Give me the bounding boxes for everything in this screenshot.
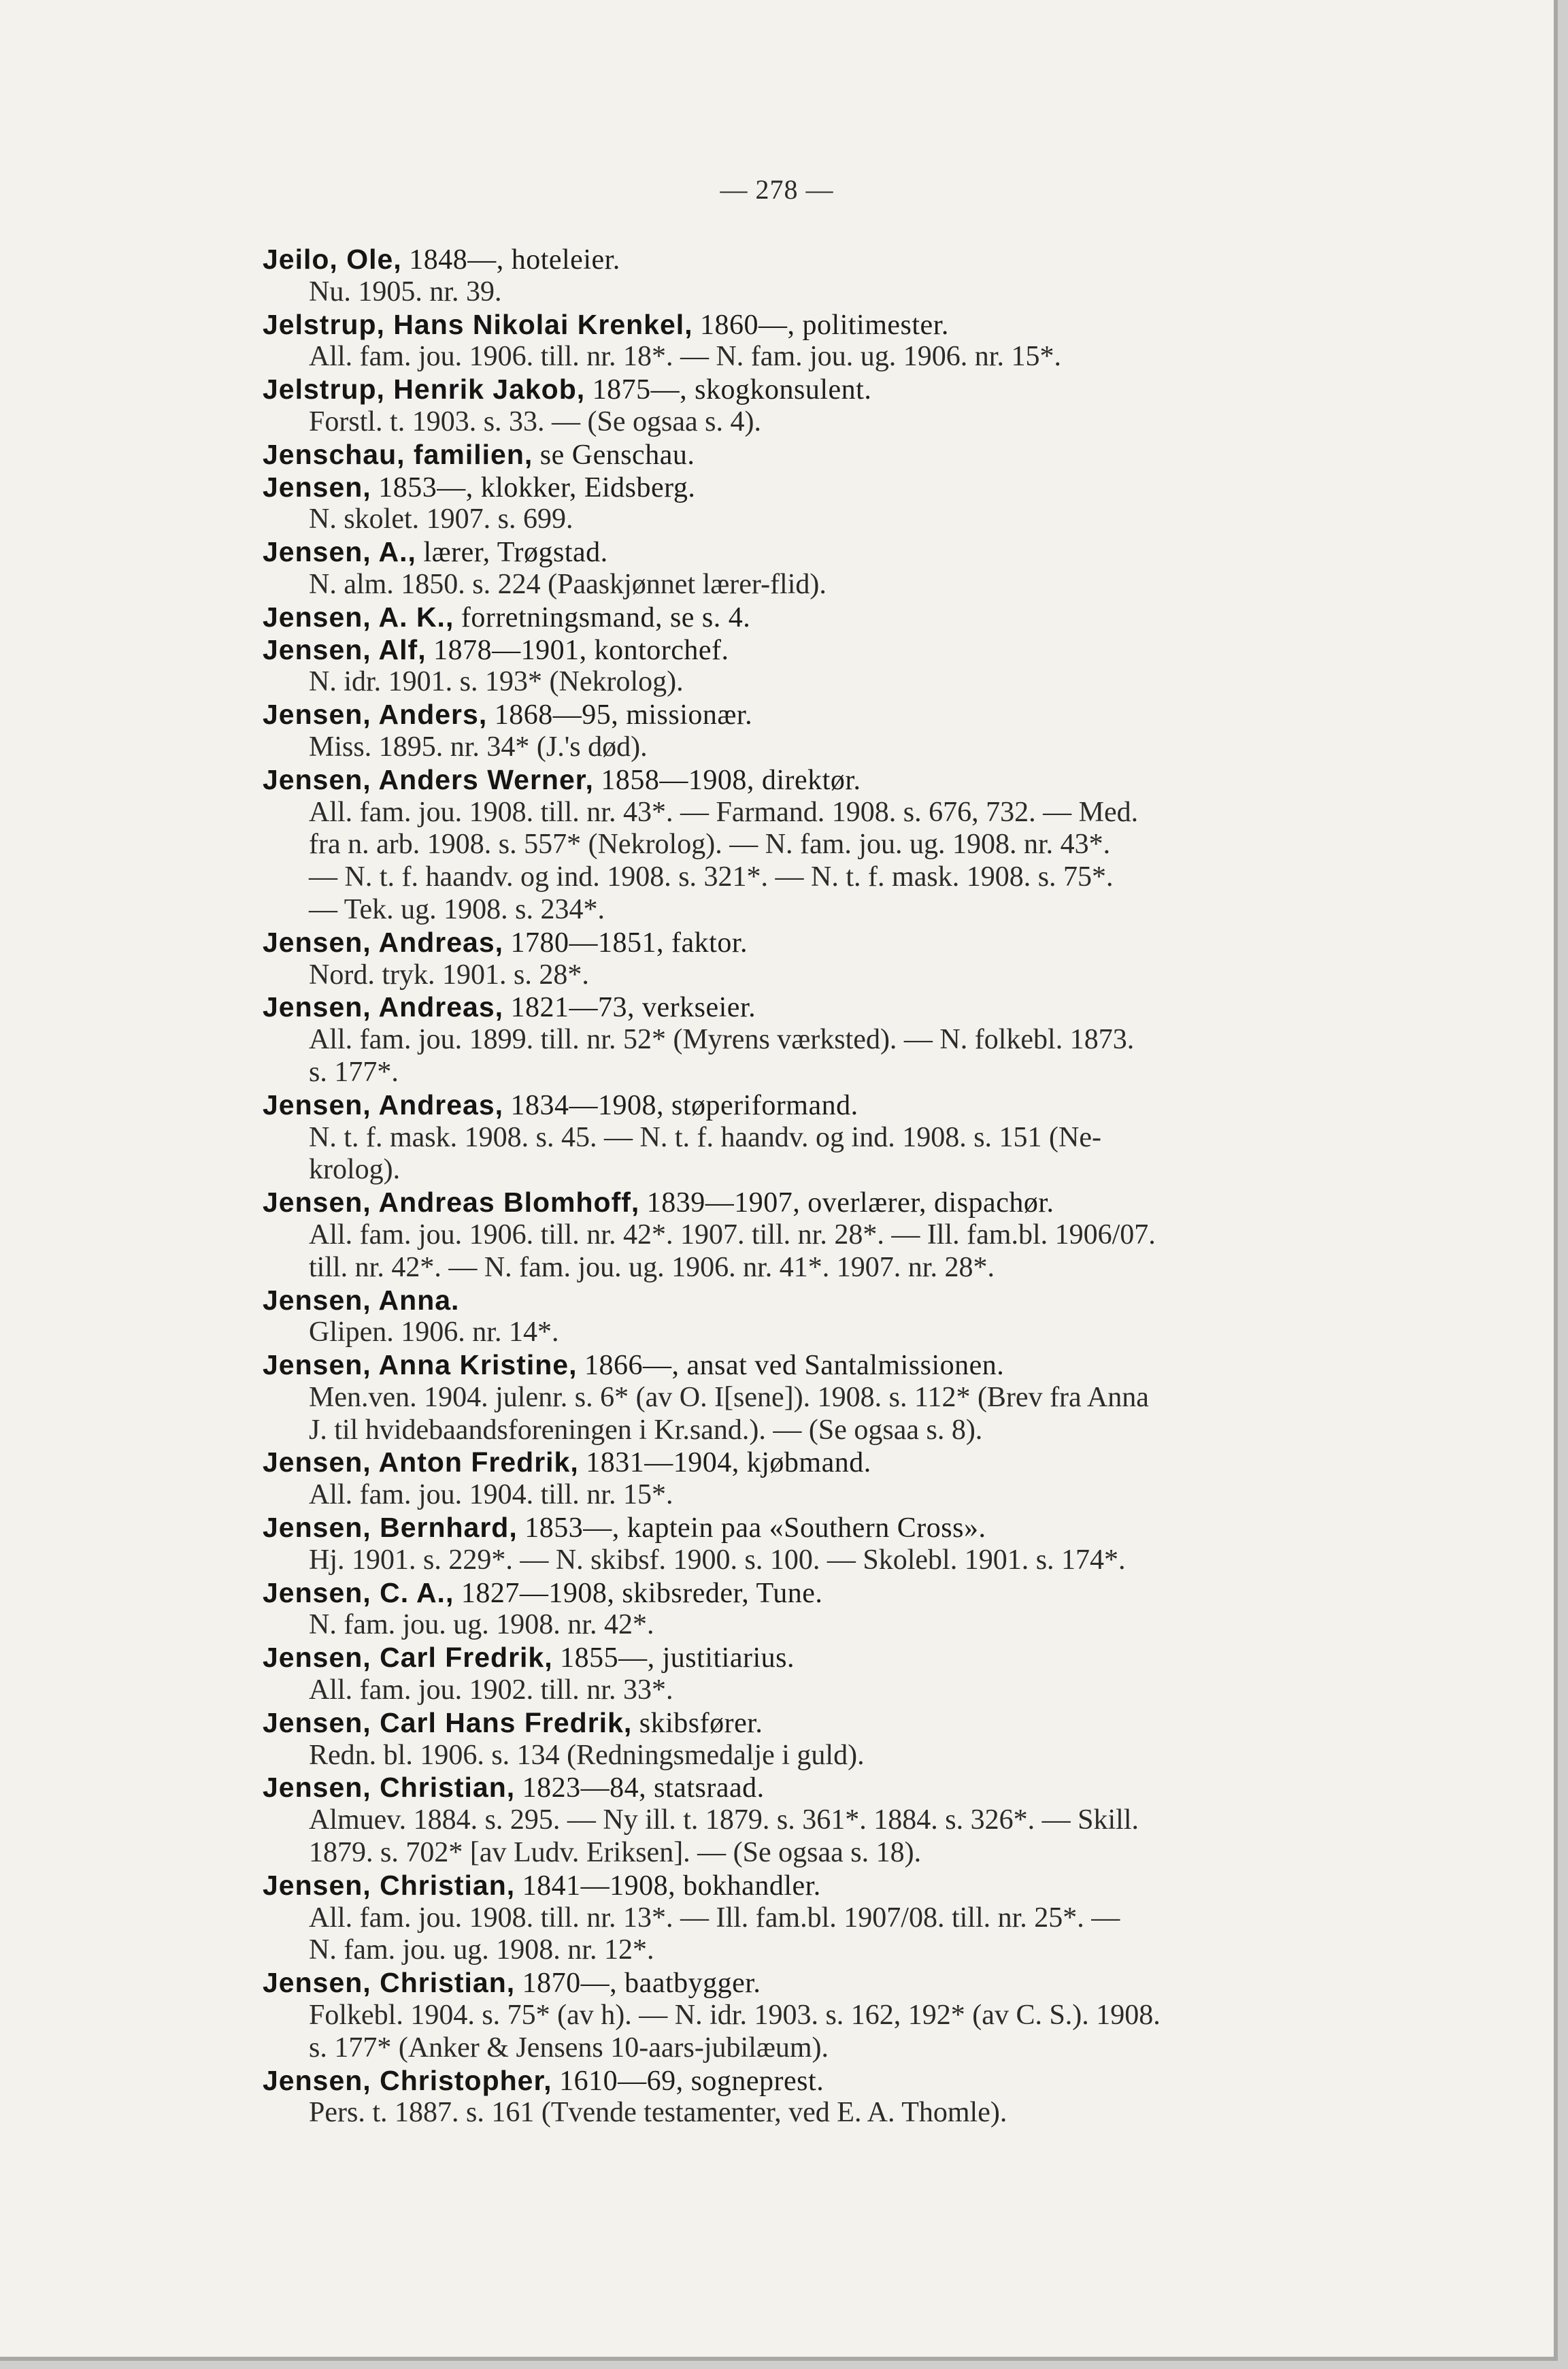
entry-name: Jensen, A. K.,	[263, 601, 454, 633]
entry-reference: Miss. 1895. nr. 34* (J.'s død).	[309, 731, 648, 763]
register-entry	[263, 1089, 1439, 1187]
entry-heading	[263, 601, 1439, 634]
register-entry	[263, 1349, 1439, 1446]
entry-name: Jensen, Alf,	[263, 633, 427, 665]
entry-name: Jensen, A.,	[263, 536, 416, 568]
register-entry	[263, 439, 1439, 471]
entry-description: 1875—, skogkonsulent.	[592, 374, 872, 406]
entry-name: Jensen, Anna Kristine,	[263, 1349, 578, 1381]
register-entry	[263, 536, 1439, 601]
register-entry	[263, 374, 1439, 439]
entry-description: skibsfører.	[639, 1707, 763, 1739]
entry-reference: Nu. 1905. nr. 39.	[309, 276, 502, 308]
register-entry	[263, 1446, 1439, 1512]
entry-name: Jensen, Christian,	[263, 1869, 516, 1901]
entry-reference: All. fam. jou. 1904. till. nr. 15*.	[309, 1479, 673, 1511]
register-entry	[263, 634, 1439, 699]
entry-reference: — Tek. ug. 1908. s. 234*.	[309, 893, 605, 925]
entry-reference: All. fam. jou. 1899. till. nr. 52* (Myrens værksted). — N. folkebl. 1873.	[309, 1024, 1135, 1056]
entry-heading	[263, 2065, 1439, 2098]
entry-heading	[263, 1870, 1439, 1902]
entry-heading	[263, 244, 1439, 276]
entry-reference: All. fam. jou. 1906. till. nr. 42*. 1907. till. nr. 28*. — Ill. fam.bl. 1906/07.	[309, 1219, 1156, 1250]
entry-description: 1841—1908, bokhandler.	[522, 1870, 821, 1902]
entry-reference: N. idr. 1901. s. 193* (Nekrolog).	[309, 666, 684, 698]
register-entry	[263, 1772, 1439, 1869]
entry-heading	[263, 1512, 1439, 1544]
register-entry	[263, 1512, 1439, 1577]
entry-reference: Men.ven. 1904. julenr. s. 6* (av O. I[sene]). 1908. s. 112* (Brev fra Anna	[309, 1381, 1149, 1413]
entry-reference: N. fam. jou. ug. 1908. nr. 42*.	[309, 1609, 654, 1641]
entry-name: Jensen, C. A.,	[263, 1576, 454, 1608]
entry-reference: Forstl. t. 1903. s. 33. — (Se ogsaa s. 4).	[309, 405, 761, 437]
entry-heading	[263, 764, 1439, 797]
entry-name: Jensen, Carl Fredrik,	[263, 1642, 553, 1674]
entry-heading	[263, 1089, 1439, 1122]
entry-reference: krolog).	[309, 1154, 401, 1186]
entry-description: 1831—1904, kjøbmand.	[586, 1447, 871, 1479]
entry-name: Jensen, Bernhard,	[263, 1512, 518, 1544]
entry-reference: All. fam. jou. 1902. till. nr. 33*.	[309, 1674, 673, 1706]
entry-heading	[263, 536, 1439, 569]
register-entry	[263, 309, 1439, 374]
register-entry	[263, 1187, 1439, 1284]
entry-description: 1780—1851, faktor.	[510, 927, 748, 959]
entry-name: Jensen,	[263, 471, 371, 503]
entry-description: 1839—1907, overlærer, dispachør.	[646, 1187, 1054, 1219]
entry-reference: N. t. f. mask. 1908. s. 45. — N. t. f. haandv. og ind. 1908. s. 151 (Ne-	[309, 1121, 1101, 1153]
entry-description: lærer, Trøgstad.	[423, 537, 608, 569]
entry-name: Jensen, Anders,	[263, 699, 488, 731]
entry-heading	[263, 309, 1439, 342]
entry-reference: Hj. 1901. s. 229*. — N. skibsf. 1900. s. 100. — Skolebl. 1901. s. 174*.	[309, 1544, 1126, 1576]
entry-name: Jensen, Anton Fredrik,	[263, 1446, 579, 1478]
entry-description: 1610—69, sogneprest.	[559, 2065, 824, 2097]
register-entry	[263, 927, 1439, 992]
entry-heading	[263, 991, 1439, 1024]
entry-description: 1868—95, missionær.	[494, 699, 753, 731]
entry-list	[263, 244, 1439, 2130]
entry-reference: fra n. arb. 1908. s. 557* (Nekrolog). — N. fam. jou. ug. 1908. nr. 43*.	[309, 829, 1111, 861]
entry-description: 1827—1908, skibsreder, Tune.	[461, 1577, 823, 1609]
entry-heading	[263, 374, 1439, 406]
register-entry	[263, 699, 1439, 764]
entry-heading	[263, 634, 1439, 667]
entry-reference: Nord. tryk. 1901. s. 28*.	[309, 959, 589, 991]
entry-reference: N. skolet. 1907. s. 699.	[309, 503, 573, 535]
register-entry	[263, 991, 1439, 1089]
entry-name: Jelstrup, Hans Nikolai Krenkel,	[263, 308, 693, 340]
entry-heading	[263, 1642, 1439, 1674]
entry-name: Jenschau, familien,	[263, 438, 533, 470]
entry-name: Jensen, Anders Werner,	[263, 763, 594, 795]
entry-description: 1853—, kaptein paa «Southern Cross».	[524, 1512, 986, 1544]
entry-reference: Folkebl. 1904. s. 75* (av h). — N. idr. 1903. s. 162, 192* (av C. S.). 1908.	[309, 2000, 1161, 2032]
entry-reference: All. fam. jou. 1906. till. nr. 18*. — N. fam. jou. ug. 1906. nr. 15*.	[309, 341, 1061, 373]
entry-reference: J. til hvidebaandsforeningen i Kr.sand.). — (Se ogsaa s. 8).	[309, 1414, 983, 1446]
register-entry	[263, 1870, 1439, 1967]
register-entry	[263, 1642, 1439, 1707]
entry-reference: Redn. bl. 1906. s. 134 (Redningsmedalje i guld).	[309, 1739, 865, 1771]
register-entry	[263, 601, 1439, 634]
entry-description: forretningsmand, se s. 4.	[461, 601, 751, 633]
entry-reference: N. fam. jou. ug. 1908. nr. 12*.	[309, 1934, 654, 1966]
entry-description: 1866—, ansat ved Santalmissionen.	[584, 1350, 1005, 1382]
entry-reference: 1879. s. 702* [av Ludv. Eriksen]. — (Se ogsaa s. 18).	[309, 1837, 922, 1869]
entry-description: se Genschau.	[539, 439, 695, 471]
entry-name: Jensen, Andreas,	[263, 1089, 504, 1121]
entry-reference: All. fam. jou. 1908. till. nr. 43*. — Farmand. 1908. s. 676, 732. — Med.	[309, 796, 1139, 828]
page-number: — 278 —	[720, 174, 834, 205]
entry-name: Jensen, Carl Hans Fredrik,	[263, 1706, 633, 1738]
entry-description: 1855—, justitiarius.	[560, 1642, 795, 1674]
entry-reference: s. 177*.	[309, 1056, 399, 1088]
entry-description: 1860—, politimester.	[700, 309, 949, 341]
entry-reference: Almuev. 1884. s. 295. — Ny ill. t. 1879. s. 361*. 1884. s. 326*. — Skill.	[309, 1804, 1139, 1836]
entry-reference: Pers. t. 1887. s. 161 (Tvende testamenter, ved E. A. Thomle).	[309, 2097, 1007, 2129]
entry-description: 1878—1901, kontorchef.	[433, 634, 729, 666]
entry-heading	[263, 1187, 1439, 1219]
entry-heading	[263, 1446, 1439, 1479]
entry-description: 1821—73, verkseier.	[510, 992, 756, 1024]
entry-heading	[263, 1707, 1439, 1740]
register-entry	[263, 1577, 1439, 1642]
entry-heading	[263, 927, 1439, 959]
entry-reference: All. fam. jou. 1908. till. nr. 13*. — Ill. fam.bl. 1907/08. till. nr. 25*. —	[309, 1902, 1120, 1934]
entry-name: Jensen, Christian,	[263, 1772, 516, 1804]
entry-heading	[263, 1772, 1439, 1804]
entry-description: 1848—, hoteleier.	[409, 244, 620, 276]
entry-reference: — N. t. f. haandv. og ind. 1908. s. 321*. — N. t. f. mask. 1908. s. 75*.	[309, 861, 1114, 893]
entry-heading	[263, 1349, 1439, 1382]
entry-name: Jeilo, Ole,	[263, 244, 402, 275]
entry-name: Jensen, Anna.	[263, 1284, 460, 1316]
entry-description: 1853—, klokker, Eidsberg.	[378, 471, 696, 503]
entry-name: Jensen, Andreas Blomhoff,	[263, 1187, 640, 1219]
entry-description: 1834—1908, støperiformand.	[510, 1089, 858, 1121]
entry-name: Jensen, Christopher,	[263, 2064, 552, 2096]
entry-heading	[263, 1967, 1439, 2000]
entry-reference: s. 177* (Anker & Jensens 10-aars-jubilæum).	[309, 2032, 829, 2064]
register-entry	[263, 1707, 1439, 1772]
entry-name: Jensen, Andreas,	[263, 991, 504, 1023]
entry-description: 1858—1908, direktør.	[601, 764, 861, 796]
entry-reference: till. nr. 42*. — N. fam. jou. ug. 1906. nr. 41*. 1907. nr. 28*.	[309, 1251, 995, 1283]
entry-description: 1823—84, statsraad.	[522, 1772, 765, 1804]
entry-name: Jelstrup, Henrik Jakob,	[263, 374, 586, 405]
entry-name: Jensen, Andreas,	[263, 926, 504, 958]
register-entry	[263, 471, 1439, 537]
entry-name: Jensen, Christian,	[263, 1967, 516, 1999]
register-entry	[263, 2065, 1439, 2130]
entry-heading	[263, 1285, 1439, 1317]
entry-description: 1870—, baatbygger.	[522, 1968, 761, 2000]
entry-reference: Glipen. 1906. nr. 14*.	[309, 1316, 559, 1348]
entry-heading	[263, 439, 1439, 471]
entry-heading	[263, 1577, 1439, 1610]
register-entry	[263, 1967, 1439, 2064]
register-entry	[263, 764, 1439, 927]
register-entry	[263, 1285, 1439, 1350]
entry-heading	[263, 471, 1439, 504]
entry-heading	[263, 699, 1439, 731]
entry-reference: N. alm. 1850. s. 224 (Paaskjønnet lærer-flid).	[309, 568, 827, 600]
register-entry	[263, 244, 1439, 309]
